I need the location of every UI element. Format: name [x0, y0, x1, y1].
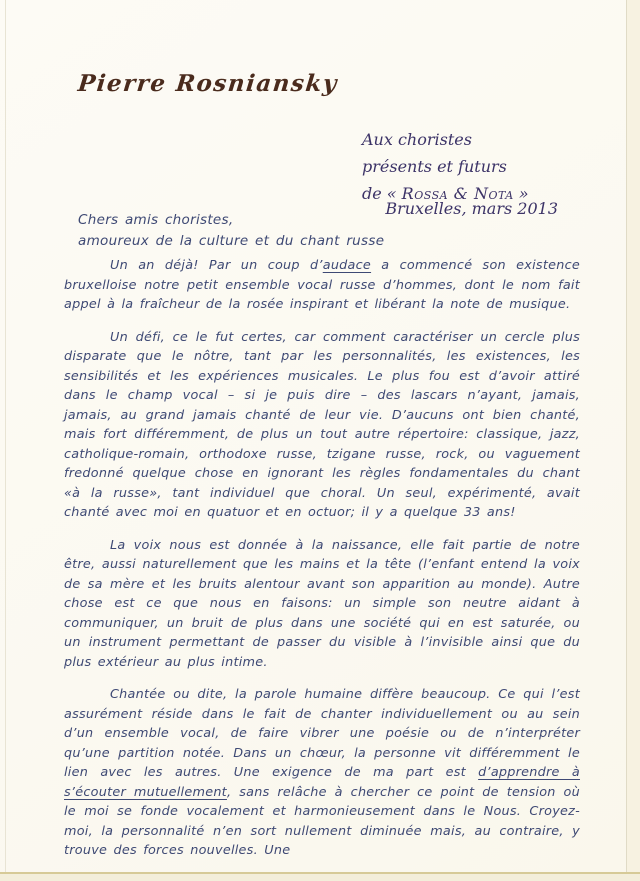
recipient-line-3-prefix: de «	[362, 184, 402, 203]
paragraph-1-text: Un an déjà! Par un coup d’	[110, 258, 323, 273]
scan-edge-left	[5, 0, 6, 881]
scan-edge-right	[626, 0, 627, 881]
paragraph-4-text: Chantée ou dite, la parole humaine diffère beaucoup. Ce qui l’est assurément réside dans le fait de chanter individuellement ou au sein d’un ensemble vocal, de faire vibrer une poésie ou de n’interpréter qu’une partition notée. Dans un chœur, la personne vit différemment le lien avec les autres. Une exigence de ma part est	[64, 687, 580, 780]
paragraph-4	[64, 685, 580, 861]
letter-body	[64, 256, 580, 874]
paragraph-3: La voix nous est donnée à la naissance, elle fait partie de notre être, aussi naturellement que les mains et la tête (l’enfant entend la voix de sa mère et les bruits alentour avant son apparition au monde). Autre chose est ce que nous en faisons: un simple son neutre aidant à communiquer, un bruit de plus dans une société qui en est saturée, ou un instrument permettant de passer du visible à l’invisible ainsi que du plus extérieur au plus intime.	[64, 537, 580, 670]
underlined-phrase: audace	[322, 258, 372, 273]
paragraph-1-text-cont: a commencé son existence bruxelloise notre petit ensemble vocal russe d’hommes, dont le nom fait appel à la fraîcheur de la rosée inspirant et libérant la note de musique.	[64, 258, 580, 312]
date-line: Bruxelles, mars 2013	[385, 199, 558, 218]
recipient-line-2: présents et futurs	[362, 157, 507, 176]
recipient-block	[362, 126, 529, 207]
salutation-line-2: amoureux de la culture et du chant russe	[78, 233, 385, 249]
underlined-phrase: d’apprendre à s’écouter mutuellement	[64, 765, 580, 800]
scan-strip-right	[627, 0, 640, 881]
salutation	[78, 210, 384, 252]
recipient-line-1: Aux choristes	[362, 130, 472, 149]
paragraph-4-text-cont: , sans relâche à chercher ce point de tension où le moi se fonde vocalement et harmonieusement dans le Nous. Croyez-moi, la personnalité n’en sort nullement diminuée mais, au contraire, y trouve des forces nouvelles. Une	[64, 784, 580, 858]
scan-strip-bottom	[0, 874, 640, 881]
ensemble-name: Rossa & Nota	[401, 184, 514, 203]
salutation-line-1: Chers amis choristes,	[78, 212, 234, 228]
recipient-line-3-suffix: »	[513, 184, 529, 203]
paragraph-2: Un défi, ce le fut certes, car comment caractériser un cercle plus disparate que le nôtre, tant par les personnalités, les existences, les sensibilités et les expériences musicales. Le plus fou est d’avoir attiré dans le champ vocal – si je puis dire – des lascars n’ayant, jamais, jamais, au grand jamais chanté de leur vie. D’aucuns ont bien chanté, mais fort différemment, de plus un tout autre répertoire: classique, jazz, catholique-romain, orthodoxe russe, tzigane russe, rock, ou vaguement fredonné quelque chose en ignorant les règles fondamentales du chant «à la russe», tant individuel que choral. Un seul, expérimenté, avait chanté avec moi en quatuor et en octuor; il y a quelque 33 ans!	[64, 329, 580, 520]
paragraph-1	[64, 256, 580, 315]
letterhead-name: Pierre Rosniansky	[76, 70, 340, 97]
